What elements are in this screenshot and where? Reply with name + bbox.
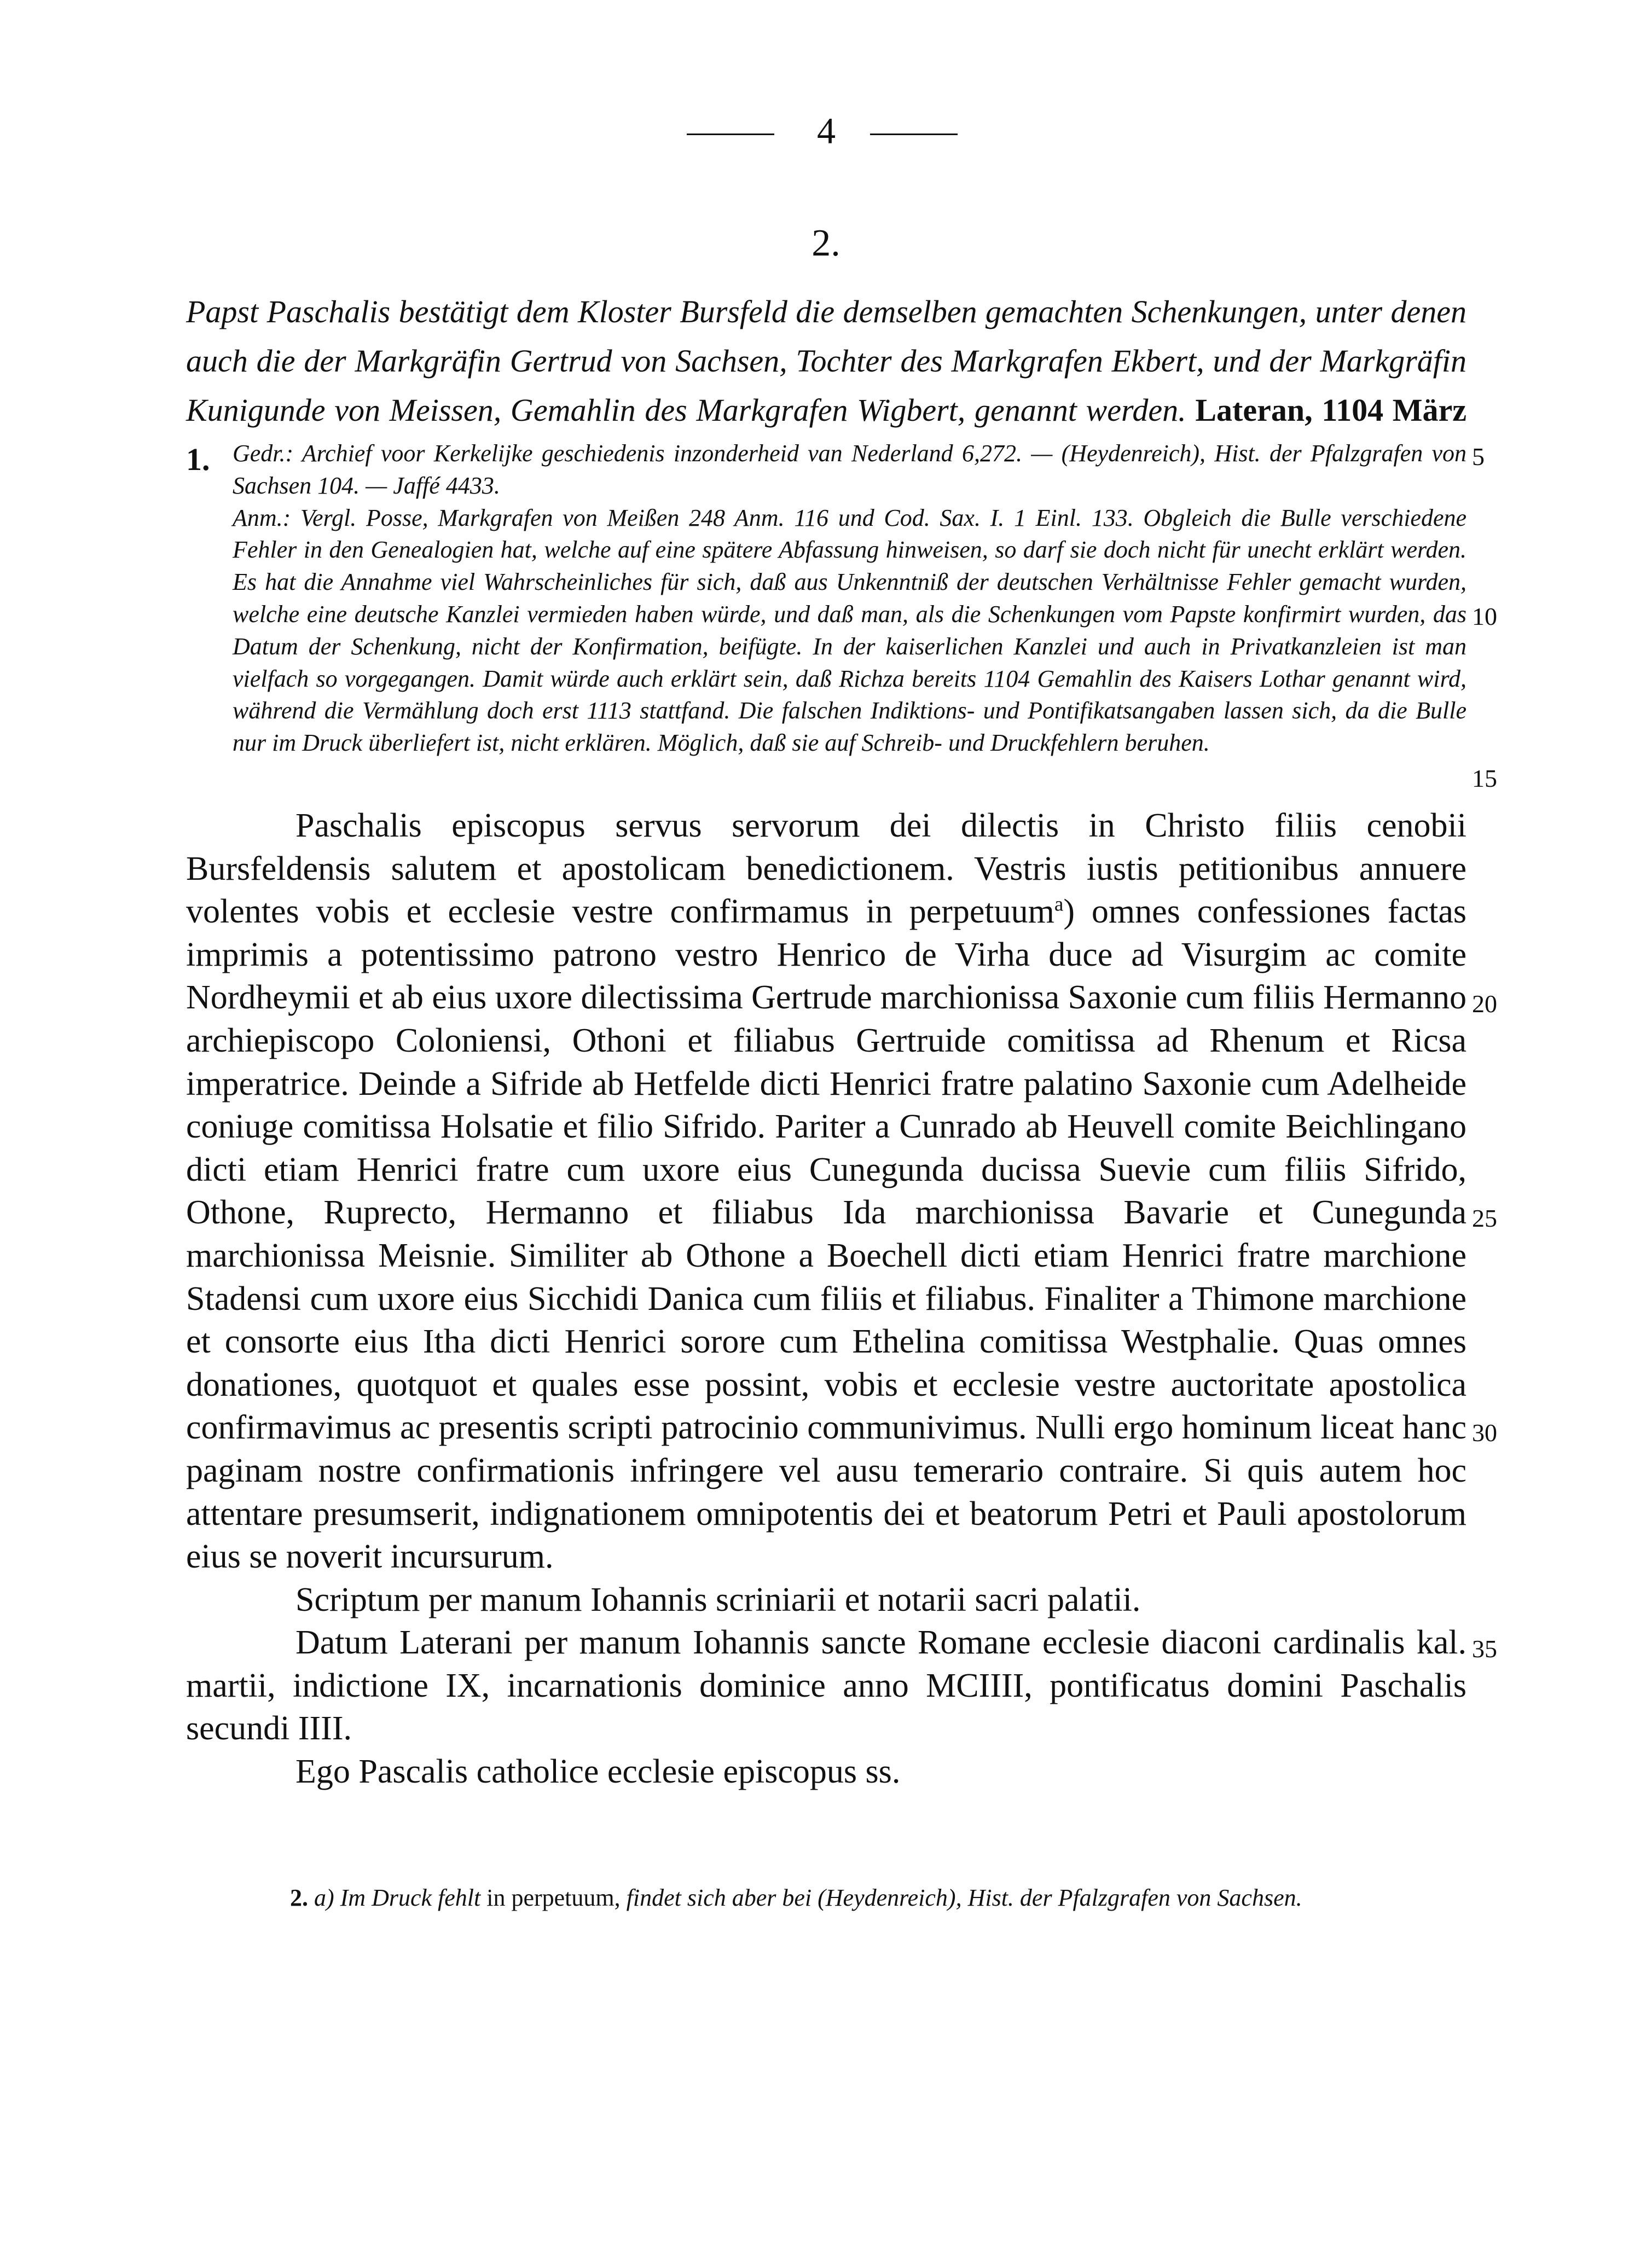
charter-p1-after: ) omnes confessiones factas imprimis a potentissimo patrono vestro Henrico de Virha duce ad Visurgim ac comite Nordheymii et ab eius uxore dilectissima Gertrude marchionissa Saxonie cum filiis Hermanno archiepiscopo Coloniensi, Othoni et filiabus Gertruide comitissa ad Rhenum et Ricsa imperatrice. Deinde a Sifride ab Hetfelde dicti Henrici fratre palatino Saxonie cum Adelheide coniuge comitissa Holsatie et filio Sifrido. Pariter a Cunrado ab Heuvell comite Beichlingano dicti etiam Henrici fratre cum uxore eius Cunegunda ducissa Suevie cum filiis Sifrido, Othone, Ruprecto, Hermanno et filiabus Ida marchionissa Bavarie et Cunegunda marchionissa Meisnie. Similiter ab Othone a Boechell dicti etiam Henrici fratre marchione Stadensi cum uxore eius Sicchidi Danica cum filiis et filiabus. Finaliter a Thimone marchione et consorte eius Itha dicti Henrici sorore cum Ethelina comitissa Westphalie. Quas omnes donationes, quotquot et quales esse possint, vobis et ecclesie vestre auctoritate apostolica confirmavimus ac presentis scripti patrocinio communivimus. Nulli ergo hominum liceat hanc paginam nostre confirmationis infringere vel ausu temerario contraire. Si quis autem hoc attentare presumserit, indignationem omnipotentis dei et beatorum Petri et Pauli apostolorum eius se noverit incursurum. xyxy=(186,893,1466,1576)
note-gedr xyxy=(233,438,1466,502)
footnote xyxy=(290,1882,1466,1914)
regest-place-date: Lateran, 1104 März 1. xyxy=(186,392,1466,477)
header-rule-left xyxy=(687,134,774,135)
line-number: 30 xyxy=(1472,1419,1497,1447)
note-gedr-text: Archief voor Kerkelijke geschiedenis inzonderheid van Nederland 6,272. — (Heydenreich), Hist. der Pfalzgrafen von Sachsen 104. — Jaffé 4433. xyxy=(233,440,1466,499)
line-number: 5 xyxy=(1472,443,1485,471)
line-number: 20 xyxy=(1472,990,1497,1018)
charter-paragraph-4: Ego Pascalis catholice ecclesie episcopus ss. xyxy=(295,1753,901,1791)
regest-text: Papst Paschalis bestätigt dem Kloster Bursfeld die demselben gemachten Schenkungen, unter denen auch die der Markgräfin Gertrud von Sachsen, Tochter des Markgrafen Ekbert, und der Markgräfin Kunigunde von Meissen, Gemahlin des Markgrafen Wigbert, genannt werden. xyxy=(186,294,1466,428)
document-number: 2. xyxy=(811,222,841,264)
charter-paragraph-1 xyxy=(186,804,1466,1578)
charter-paragraph-3: Datum Laterani per manum Iohannis sancte Romane ecclesie diaconi cardinalis kal. martii, indictione IX, incarnationis dominice anno MCIIII, pontificatus domini Paschalis secundi IIII. xyxy=(186,1624,1466,1748)
footnote-word: in perpetuum, xyxy=(486,1884,621,1911)
line-number: 15 xyxy=(1472,764,1497,792)
note-gedr-label: Gedr.: xyxy=(233,440,294,467)
line-numbers xyxy=(1472,0,1521,2246)
page-header xyxy=(0,109,1652,159)
note-anm-label: Anm.: xyxy=(233,504,291,531)
line-number: 35 xyxy=(1472,1635,1497,1663)
line-number: 25 xyxy=(1472,1204,1497,1232)
editorial-notes xyxy=(233,438,1466,759)
line-number: 10 xyxy=(1472,602,1497,630)
footnote-number: 2. xyxy=(290,1884,308,1911)
page-number: 4 xyxy=(817,110,836,152)
footnote-prefix: a) Im Druck fehlt xyxy=(314,1884,481,1911)
note-anm xyxy=(233,502,1466,759)
footnote-mark: a xyxy=(1054,893,1064,916)
charter-text xyxy=(186,804,1466,1794)
footnote-suffix: findet sich aber bei (Heydenreich), Hist. der Pfalzgrafen von Sachsen. xyxy=(626,1884,1302,1911)
charter-p1-before: Paschalis episcopus servus servorum dei dilectis in Christo filiis cenobii Bursfeldensis salutem et apostolicam benedictionem. Vestris iustis petitionibus annuere volentes vobis et ecclesie vestre confirmamus in perpetuum xyxy=(186,807,1466,931)
charter-paragraph-2: Scriptum per manum Iohannis scriniarii et notarii sacri palatii. xyxy=(295,1581,1141,1618)
note-anm-text: Vergl. Posse, Markgrafen von Meißen 248 Anm. 116 und Cod. Sax. I. 1 Einl. 133. Obgleich die Bulle verschiedene Fehler in den Genealogien hat, welche auf eine spätere Abfassung hinweisen, so darf sie doch nicht für unecht erklärt werden. Es hat die Annahme viel Wahrscheinliches für sich, daß aus Unkenntniß der deutschen Verhältnisse Fehler gemacht wurden, welche eine deutsche Kanzlei vermieden haben würde, und daß man, als die Schenkungen vom Papste konfirmirt wurden, das Datum der Schenkung, nicht der Konfirmation, beifügte. In der kaiserlichen Kanzlei und auch in Privatkanzleien ist man vielfach so vorgegangen. Damit würde auch erklärt sein, daß Richza bereits 1104 Gemahlin des Kaisers Lothar genannt wird, während die Vermählung doch erst 1113 stattfand. Die falschen Indiktions- und Pontifikatsangaben lassen sich, da die Bulle nur im Druck überliefert ist, nicht erklären. Möglich, daß sie auf Schreib- und Druckfehlern beruhen. xyxy=(233,504,1467,757)
header-rule-right xyxy=(870,134,958,135)
